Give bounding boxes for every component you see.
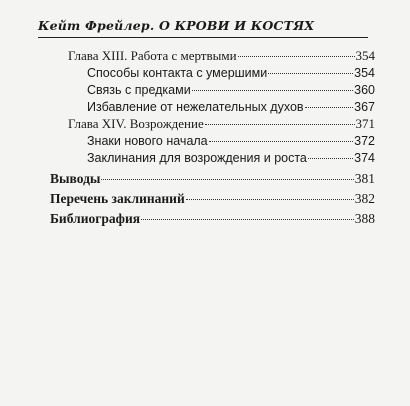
dot-leader — [268, 73, 353, 74]
dot-leader — [186, 199, 354, 200]
toc-entry-page: 381 — [354, 171, 375, 186]
toc-entry-page: 360 — [354, 83, 375, 97]
toc-entry-unwanted-spirits[interactable] — [87, 99, 375, 115]
toc-entry-label: Глава XIII. Работа с мертвыми — [68, 48, 237, 63]
toc-entry-conclusions[interactable] — [50, 171, 375, 187]
toc-entry-label: Перечень заклинаний — [50, 191, 185, 206]
toc-entry-label: Библиография — [50, 211, 141, 226]
toc-entry-label: Глава XIV. Возрождение — [68, 116, 204, 131]
dot-leader — [205, 124, 355, 125]
running-header — [38, 17, 368, 38]
toc-entry-bibliography[interactable] — [50, 211, 375, 227]
dot-leader — [305, 107, 354, 108]
toc-entry-label: Выводы — [50, 171, 101, 186]
toc-entry-page: 371 — [355, 116, 375, 131]
toc-entry-page: 388 — [354, 211, 375, 226]
header-title: Кейт Фрейлер. О КРОВИ И КОСТЯХ — [38, 18, 315, 33]
toc-entry-page: 374 — [354, 151, 375, 165]
toc-entry-page: 354 — [354, 66, 375, 80]
toc-entry-label: Заклинания для возрождения и роста — [87, 151, 307, 165]
toc-entry-contact-methods[interactable] — [87, 65, 375, 81]
toc-entry-rebirth-spells[interactable] — [87, 150, 375, 166]
toc-entry-ancestors[interactable] — [87, 82, 375, 98]
toc-entry-page: 372 — [354, 134, 375, 148]
toc-entry-label: Избавление от нежелательных духов — [87, 100, 304, 114]
dot-leader — [308, 158, 353, 159]
toc-entry-page: 382 — [354, 191, 375, 206]
toc-entry-label: Связь с предками — [87, 83, 191, 97]
dot-leader — [141, 219, 354, 220]
toc-entry-page: 354 — [355, 48, 375, 63]
toc-entry-page: 367 — [354, 100, 375, 114]
dot-leader — [209, 141, 354, 142]
toc-entry-label: Способы контакта с умершими — [87, 66, 268, 80]
toc-entry-new-beginning-signs[interactable] — [87, 133, 375, 149]
dot-leader — [101, 179, 353, 180]
toc-entry-spell-list[interactable] — [50, 191, 375, 207]
toc-entry-chapter-13[interactable] — [68, 48, 375, 64]
toc-entry-label: Знаки нового начала — [87, 134, 208, 148]
toc-entry-chapter-14[interactable] — [68, 116, 375, 132]
dot-leader — [238, 56, 355, 57]
dot-leader — [192, 90, 353, 91]
